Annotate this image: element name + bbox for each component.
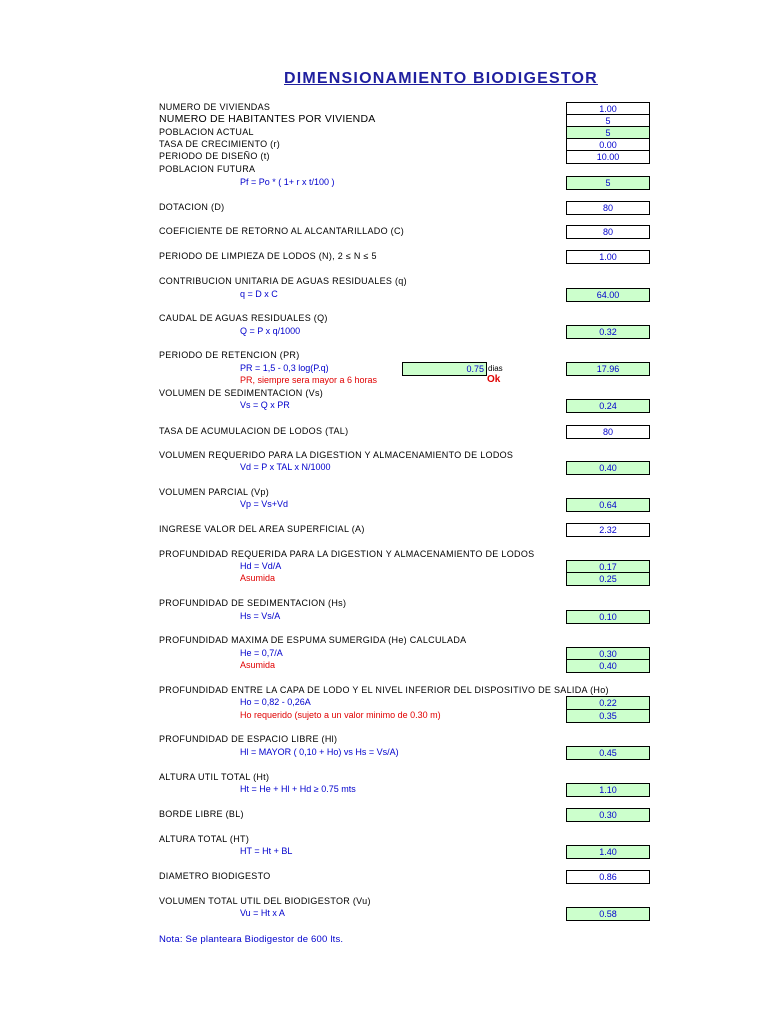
cell-vol-total[interactable]: 0.58 — [566, 907, 650, 921]
cell-periodo-limpieza[interactable]: 1.00 — [566, 250, 650, 264]
label-prof-sedimentacion: PROFUNDIDAD DE SEDIMENTACION (Hs) — [159, 598, 347, 608]
cell-hab-vivienda[interactable]: 5 — [566, 114, 650, 128]
formula-vd: Vd = P x TAL x N/1000 — [240, 462, 331, 472]
cell-vol-parcial[interactable]: 0.64 — [566, 498, 650, 512]
pr-unit: dias — [488, 364, 503, 373]
cell-he[interactable]: 0.30 — [566, 647, 650, 661]
label-diametro: DIAMETRO BIODIGESTO — [159, 871, 271, 881]
label-vol-total: VOLUMEN TOTAL UTIL DEL BIODIGESTOR (Vu) — [159, 896, 371, 906]
label-altura-util: ALTURA UTIL TOTAL (Ht) — [159, 772, 270, 782]
cell-hd-asumida[interactable]: 0.25 — [566, 572, 650, 586]
formula-hs: Hs = Vs/A — [240, 611, 281, 621]
formula-HT: HT = Ht + BL — [240, 846, 293, 856]
cell-coef-retorno[interactable]: 80 — [566, 225, 650, 239]
cell-periodo-retencion[interactable]: 17.96 — [566, 362, 650, 376]
label-prof-capa-lodo: PROFUNDIDAD ENTRE LA CAPA DE LODO Y EL NIVEL INFERIOR DEL DISPOSITIVO DE SALIDA (Ho) — [159, 685, 609, 695]
label-periodo-retencion: PERIODO DE RETENCION (PR) — [159, 350, 300, 360]
cell-hl[interactable]: 0.45 — [566, 746, 650, 760]
cell-altura-total[interactable]: 1.40 — [566, 845, 650, 859]
label-coef-retorno: COEFICIENTE DE RETORNO AL ALCANTARILLADO (C) — [159, 226, 405, 236]
label-prof-espacio-libre: PROFUNDIDAD DE ESPACIO LIBRE (Hl) — [159, 734, 338, 744]
cell-diametro[interactable]: 0.86 — [566, 870, 650, 884]
formula-q: q = D x C — [240, 289, 278, 299]
cell-hd[interactable]: 0.17 — [566, 560, 650, 574]
label-area-superficial: INGRESE VALOR DEL AREA SUPERFICIAL (A) — [159, 524, 365, 534]
formula-pf: Pf = Po * ( 1+ r x t/100 ) — [240, 177, 335, 187]
label-contribucion: CONTRIBUCION UNITARIA DE AGUAS RESIDUALES (q) — [159, 276, 407, 286]
label-num-viviendas: NUMERO DE VIVIENDAS — [159, 102, 271, 112]
cell-ht[interactable]: 1.10 — [566, 783, 650, 797]
label-vol-sedimentacion: VOLUMEN DE SEDIMENTACION (Vs) — [159, 388, 324, 398]
formula-vu: Vu = Ht x A — [240, 908, 285, 918]
formula-he: He = 0,7/A — [240, 648, 283, 658]
label-prof-digestion: PROFUNDIDAD REQUERIDA PARA LA DIGESTION Y ALMACENAMIENTO DE LODOS — [159, 549, 535, 559]
cell-he-asumida[interactable]: 0.40 — [566, 659, 650, 673]
label-vol-requerido: VOLUMEN REQUERIDO PARA LA DIGESTION Y ALMACENAMIENTO DE LODOS — [159, 450, 514, 460]
label-poblacion-futura: POBLACION FUTURA — [159, 164, 256, 174]
formula-vp: Vp = Vs+Vd — [240, 499, 289, 509]
formula-vs: Vs = Q x PR — [240, 400, 290, 410]
label-vol-parcial: VOLUMEN PARCIAL (Vp) — [159, 487, 270, 497]
formula-Q: Q = P x q/1000 — [240, 326, 301, 336]
formula-hd: Hd = Vd/A — [240, 561, 282, 571]
label-poblacion-actual: POBLACION ACTUAL — [159, 127, 254, 137]
label-he-asumida: Asumida — [240, 660, 276, 670]
cell-area-superficial[interactable]: 2.32 — [566, 523, 650, 537]
formula-pr: PR = 1,5 - 0,3 log(P.q) — [240, 363, 329, 373]
cell-periodo-diseno[interactable]: 10.00 — [566, 150, 650, 164]
formula-ho: Ho = 0,82 - 0,26A — [240, 697, 311, 707]
label-tasa-acumulacion: TASA DE ACUMULACION DE LODOS (TAL) — [159, 426, 349, 436]
formula-ht: Ht = He + Hl + Hd ≥ 0.75 mts — [240, 784, 356, 794]
cell-contribucion[interactable]: 64.00 — [566, 288, 650, 302]
cell-tasa-crecimiento[interactable]: 0.00 — [566, 138, 650, 152]
label-ho-requerido: Ho requerido (sujeto a un valor minimo de 0.30 m) — [240, 710, 441, 720]
cell-pr-dias[interactable]: 0.75 — [402, 362, 487, 376]
cell-poblacion-futura[interactable]: 5 — [566, 176, 650, 190]
cell-vol-sedimentacion[interactable]: 0.24 — [566, 399, 650, 413]
formula-hl: Hl = MAYOR ( 0,10 + Ho) vs Hs = Vs/A) — [240, 747, 399, 757]
cell-dotacion[interactable]: 80 — [566, 201, 650, 215]
label-prof-espuma: PROFUNDIDAD MAXIMA DE ESPUMA SUMERGIDA (He) CALCULADA — [159, 635, 467, 645]
cell-ho[interactable]: 0.22 — [566, 696, 650, 710]
label-caudal: CAUDAL DE AGUAS RESIDUALES (Q) — [159, 313, 328, 323]
page-title: DIMENSIONAMIENTO BIODIGESTOR — [284, 70, 598, 87]
label-altura-total: ALTURA TOTAL (HT) — [159, 834, 250, 844]
cell-poblacion-actual[interactable]: 5 — [566, 126, 650, 140]
label-dotacion: DOTACION (D) — [159, 202, 225, 212]
cell-num-viviendas[interactable]: 1.00 — [566, 102, 650, 116]
cell-ho-requerido[interactable]: 0.35 — [566, 709, 650, 723]
label-borde-libre: BORDE LIBRE (BL) — [159, 809, 244, 819]
pr-ok-status: Ok — [487, 374, 501, 385]
pr-note: PR, siempre sera mayor a 6 horas — [240, 375, 378, 385]
cell-hs[interactable]: 0.10 — [566, 610, 650, 624]
cell-borde-libre[interactable]: 0.30 — [566, 808, 650, 822]
cell-tasa-acumulacion[interactable]: 80 — [566, 425, 650, 439]
label-tasa-crecimiento: TASA DE CRECIMIENTO (r) — [159, 139, 281, 149]
cell-vol-requerido[interactable]: 0.40 — [566, 461, 650, 475]
cell-caudal[interactable]: 0.32 — [566, 325, 650, 339]
footer-note: Nota: Se planteara Biodigestor de 600 lts. — [159, 934, 344, 945]
label-hab-vivienda: NUMERO DE HABITANTES POR VIVIENDA — [159, 113, 376, 125]
label-hd-asumida: Asumida — [240, 573, 276, 583]
label-periodo-diseno: PERIODO DE DISEÑO (t) — [159, 151, 270, 161]
label-periodo-limpieza: PERIODO DE LIMPIEZA DE LODOS (N), 2 ≤ N ≤ 5 — [159, 251, 377, 261]
